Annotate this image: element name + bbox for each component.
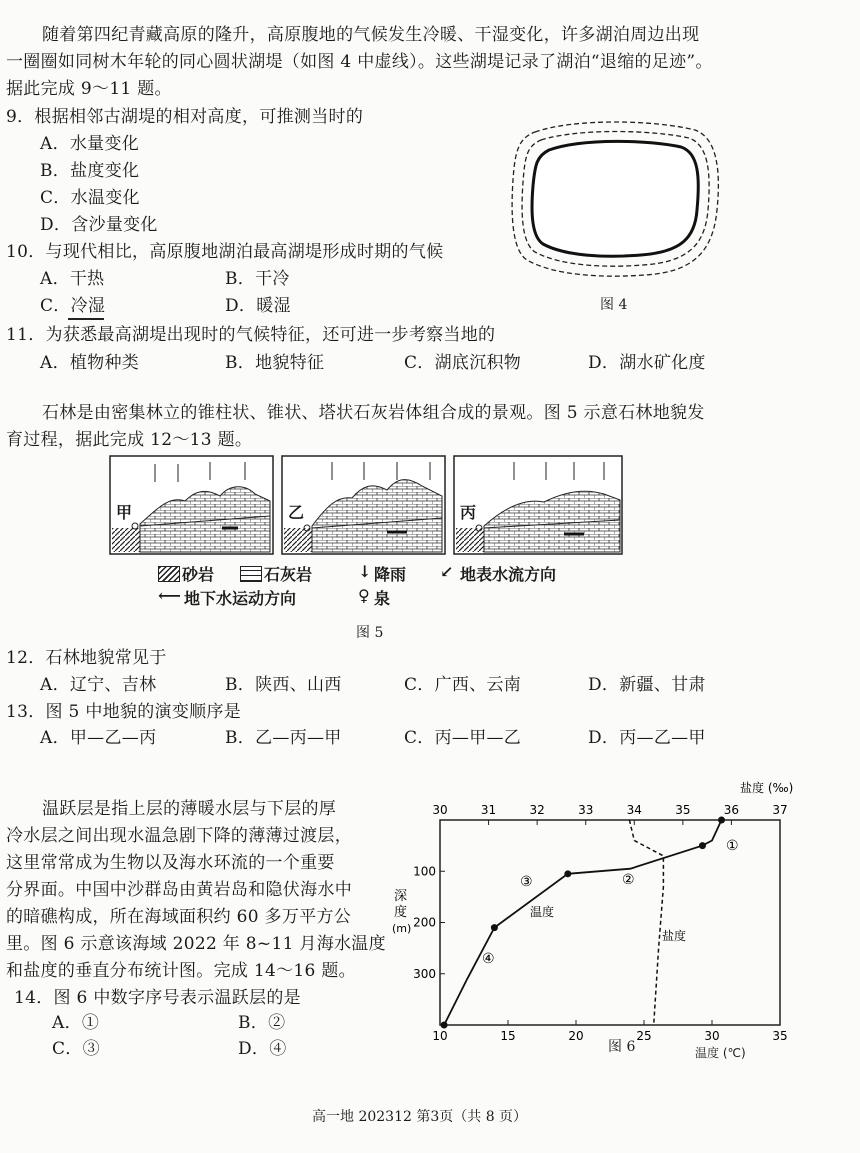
- figure5-caption: 图 5: [356, 625, 384, 641]
- q11-option-a[interactable]: A．植物种类: [40, 353, 140, 373]
- q13-option-a[interactable]: A．甲—乙—丙: [40, 728, 157, 748]
- q11-option-d[interactable]: D．湖水矿化度: [588, 353, 706, 373]
- q10-option-b[interactable]: B．干冷: [225, 269, 290, 289]
- q10-option-d[interactable]: D．暖湿: [225, 296, 291, 316]
- passage3-line3: 这里常常成为生物以及海水环流的一个重要: [6, 853, 335, 873]
- q12-option-c[interactable]: C．广西、云南: [404, 675, 522, 695]
- temperature-point-7: [441, 1022, 448, 1029]
- passage3-line6: 里。图 6 示意该海域 2022 年 8~11 月海水温度: [6, 934, 386, 954]
- q9-option-c[interactable]: C．水温变化: [40, 188, 140, 208]
- temperature-point-2: [699, 842, 706, 849]
- q9-option-b[interactable]: B．盐度变化: [40, 161, 140, 181]
- salinity-tick-label-0: 30: [432, 803, 448, 817]
- temperature-axis-label: 温度 (℃): [695, 1046, 746, 1060]
- q14-option-b[interactable]: B．②: [238, 1013, 286, 1033]
- temperature-point-4: [564, 870, 571, 877]
- passage3-line4: 分界面。中国中沙群岛由黄岩岛和隐伏海水中: [6, 880, 352, 900]
- salinity-tick-label-3: 33: [578, 803, 594, 817]
- salinity-curve: [629, 820, 663, 1025]
- q11-stem: 11．为获悉最高湖堤出现时的气候特征，还可进一步考察当地的: [6, 325, 496, 345]
- q13-option-c[interactable]: C．丙—甲—乙: [404, 728, 522, 748]
- legend-surface-flow-icon: ↙: [440, 562, 454, 581]
- marker-2: ②: [622, 872, 635, 888]
- q9-option-d[interactable]: D．含沙量变化: [40, 215, 158, 235]
- q14-option-c[interactable]: C．③: [52, 1039, 100, 1059]
- lake-shoreline: [532, 141, 698, 256]
- q12-option-a[interactable]: A．辽宁、吉林: [40, 675, 157, 695]
- depth-tick-label-0: 100: [413, 864, 436, 879]
- handwritten-underline: [68, 318, 104, 320]
- depth-label-1: 深: [394, 889, 408, 904]
- legend-spring-icon: ♀: [358, 586, 370, 605]
- salinity-tick-label-6: 36: [723, 803, 740, 817]
- figure5-stone-forest-diagram: [110, 456, 625, 556]
- q9-option-a[interactable]: A．水量变化: [40, 134, 140, 154]
- panel-bing: [454, 456, 622, 554]
- temperature-curve: [444, 820, 721, 1025]
- q14-option-a[interactable]: A．①: [52, 1013, 100, 1033]
- figure6-chart: [390, 780, 810, 1043]
- passage3-line5: 的暗礁构成，所在海域面积约 60 多万平方公: [6, 907, 352, 927]
- legend-limestone-label: 石灰岩: [264, 565, 313, 584]
- figure4-caption: 图 4: [600, 297, 628, 313]
- q14-option-d[interactable]: D．④: [238, 1039, 287, 1059]
- salinity-curve-label: 盐度: [662, 929, 687, 943]
- panel-label-bing: 丙: [460, 500, 476, 523]
- passage1-line3: 据此完成 9～11 题。: [6, 79, 172, 99]
- legend-limestone-swatch: [240, 566, 262, 582]
- page-footer: 高一地 202312 第3页（共 8 页）: [312, 1109, 528, 1125]
- passage1-line1: 随着第四纪青藏高原的隆升，高原腹地的气候发生冷暖、干湿变化，许多湖泊周边出现: [42, 25, 700, 45]
- q12-stem: 12．石林地貌常见于: [6, 648, 167, 668]
- depth-unit: (m): [392, 922, 412, 935]
- salinity-tick-label-5: 35: [675, 803, 691, 817]
- figure6-caption: 图 6: [608, 1039, 636, 1055]
- salinity-tick-label-2: 32: [529, 803, 545, 817]
- temperature-tick-label-3: 25: [636, 1029, 652, 1043]
- salinity-tick-label-4: 34: [626, 803, 642, 817]
- q13-option-d[interactable]: D．丙—乙—甲: [588, 728, 706, 748]
- panel-label-yi: 乙: [288, 500, 304, 523]
- temperature-tick-label-0: 10: [432, 1029, 448, 1043]
- temperature-tick-label-4: 30: [704, 1029, 720, 1043]
- temperature-tick-label-1: 15: [500, 1029, 516, 1043]
- legend-surface-flow-label: 地表水流方向: [460, 565, 557, 584]
- q12-option-d[interactable]: D．新疆、甘肃: [588, 675, 706, 695]
- temperature-tick-label-5: 35: [772, 1029, 788, 1043]
- q11-option-b[interactable]: B．地貌特征: [225, 353, 325, 373]
- depth-label-2: 度: [394, 905, 408, 920]
- panel-jia: [110, 456, 273, 554]
- legend-spring-label: 泉: [374, 589, 391, 608]
- salinity-tick-label-7: 37: [772, 803, 788, 817]
- q12-option-b[interactable]: B．陕西、山西: [225, 675, 342, 695]
- marker-4: ④: [482, 951, 495, 967]
- q13-stem: 13．图 5 中地貌的演变顺序是: [6, 702, 242, 722]
- passage3-line1: 温跃层是指上层的薄暖水层与下层的厚: [42, 799, 337, 819]
- q10-option-a[interactable]: A．干热: [40, 269, 105, 289]
- marker-1: ①: [726, 838, 739, 854]
- q9-stem: 9．根据相邻古湖堤的相对高度，可推测当时的: [6, 107, 364, 127]
- temperature-curve-label: 温度: [530, 905, 555, 919]
- q11-option-c[interactable]: C．湖底沉积物: [404, 353, 522, 373]
- marker-3: ③: [520, 874, 533, 890]
- depth-tick-label-1: 200: [413, 915, 436, 930]
- passage3-line7: 和盐度的垂直分布统计图。完成 14～16 题。: [6, 961, 356, 981]
- passage3-line2: 冷水层之间出现水温急剧下降的薄薄过渡层，: [6, 826, 352, 846]
- panel-label-jia: 甲: [116, 500, 132, 523]
- legend-sandstone-label: 砂岩: [182, 565, 215, 584]
- legend-sandstone-swatch: [158, 566, 180, 582]
- passage2-line2: 育过程，据此完成 12～13 题。: [6, 430, 253, 450]
- depth-tick-label-2: 300: [413, 966, 436, 981]
- legend-rain-label: 降雨: [374, 565, 407, 584]
- legend-groundwater-icon: ⟵: [158, 586, 181, 605]
- q10-stem: 10．与现代相比，高原腹地湖泊最高湖堤形成时期的气候: [6, 242, 444, 262]
- figure4-lake-diagram: [505, 110, 725, 285]
- salinity-axis-label: 盐度 (‰): [740, 781, 794, 795]
- temperature-tick-label-2: 20: [568, 1029, 584, 1043]
- legend-rain-icon: ↓: [358, 562, 372, 581]
- passage1-line2: 一圈圈如同树木年轮的同心圆状湖堤（如图 4 中虚线）。这些湖堤记录了湖泊“退缩的足迹”。: [6, 52, 713, 72]
- q14-stem: 14．图 6 中数字序号表示温跃层的是: [14, 988, 301, 1008]
- panel-yi: [282, 456, 445, 554]
- q13-option-b[interactable]: B．乙—丙—甲: [225, 728, 342, 748]
- legend-groundwater-label: 地下水运动方向: [184, 589, 297, 608]
- temperature-point-0: [718, 817, 725, 824]
- passage2-line1: 石林是由密集林立的锥柱状、锥状、塔状石灰岩体组合成的景观。图 5 示意石林地貌发: [42, 403, 705, 423]
- q10-option-c[interactable]: C．冷湿: [40, 296, 106, 316]
- temperature-point-5: [491, 924, 498, 931]
- salinity-tick-label-1: 31: [480, 803, 497, 817]
